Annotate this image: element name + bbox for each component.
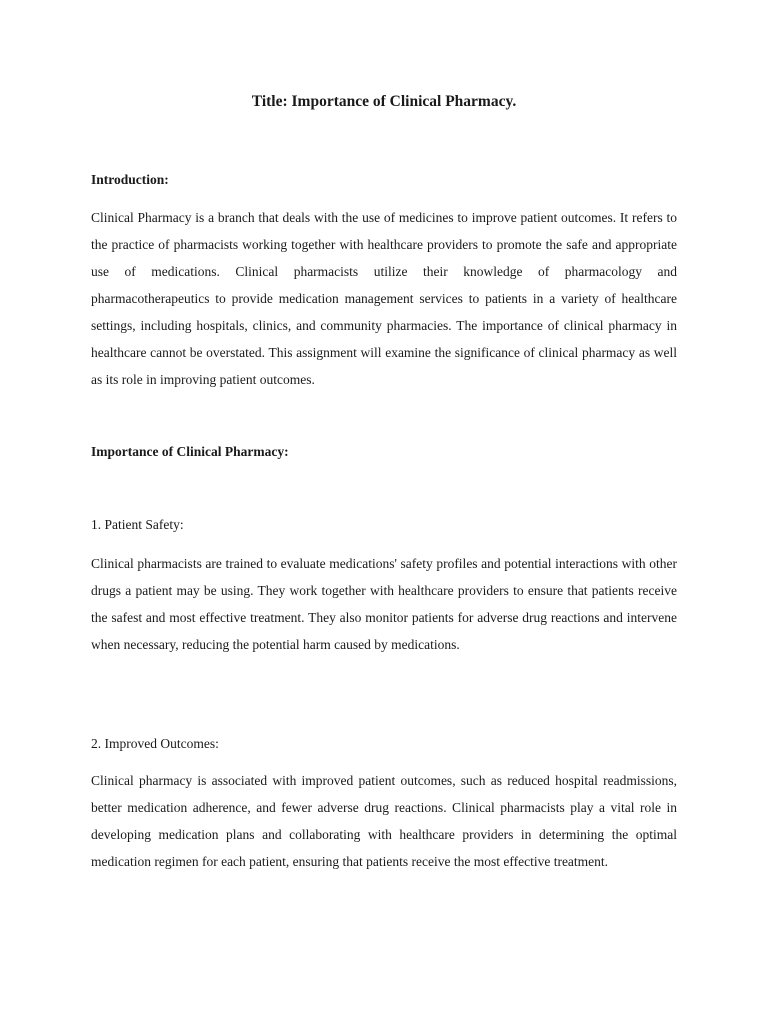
introduction-paragraph: Clinical Pharmacy is a branch that deals with the use of medicines to improve patient outcomes. It refers to the practice of pharmacists working together with healthcare providers to promote the safe and appropriate use of medications. Clinical pharmacists utilize their knowledge of pharmacology and pharmacotherapeutics to provide medication management services to patients in a variety of healthcare settings, including hospitals, clinics, and community pharmacies. The importance of clinical pharmacy in healthcare cannot be overstated. This assignment will examine the significance of clinical pharmacy as well as its role in improving patient outcomes.	[91, 210, 677, 387]
patient-safety-paragraph: Clinical pharmacists are trained to evaluate medications' safety profiles and potential interactions with other drugs a patient may be using. They work together with healthcare providers to ensure that patients receive the safest and most effective treatment. They also monitor patients for adverse drug reactions and intervene when necessary, reducing the potential harm caused by medications.	[91, 556, 677, 652]
introduction-heading: Introduction:	[91, 172, 169, 187]
improved-outcomes-heading: 2. Improved Outcomes:	[91, 736, 219, 751]
document-title: Title: Importance of Clinical Pharmacy.	[251, 93, 517, 110]
improved-outcomes-paragraph: Clinical pharmacy is associated with improved patient outcomes, such as reduced hospital readmissions, better medication adherence, and fewer adverse drug reactions. Clinical pharmacists play a vital role in developing medication plans and collaborating with healthcare providers in determining the optimal medication regimen for each patient, ensuring that patients receive the most effective treatment.	[91, 773, 677, 869]
importance-heading: Importance of Clinical Pharmacy:	[91, 444, 289, 459]
patient-safety-heading: 1. Patient Safety:	[91, 517, 184, 532]
